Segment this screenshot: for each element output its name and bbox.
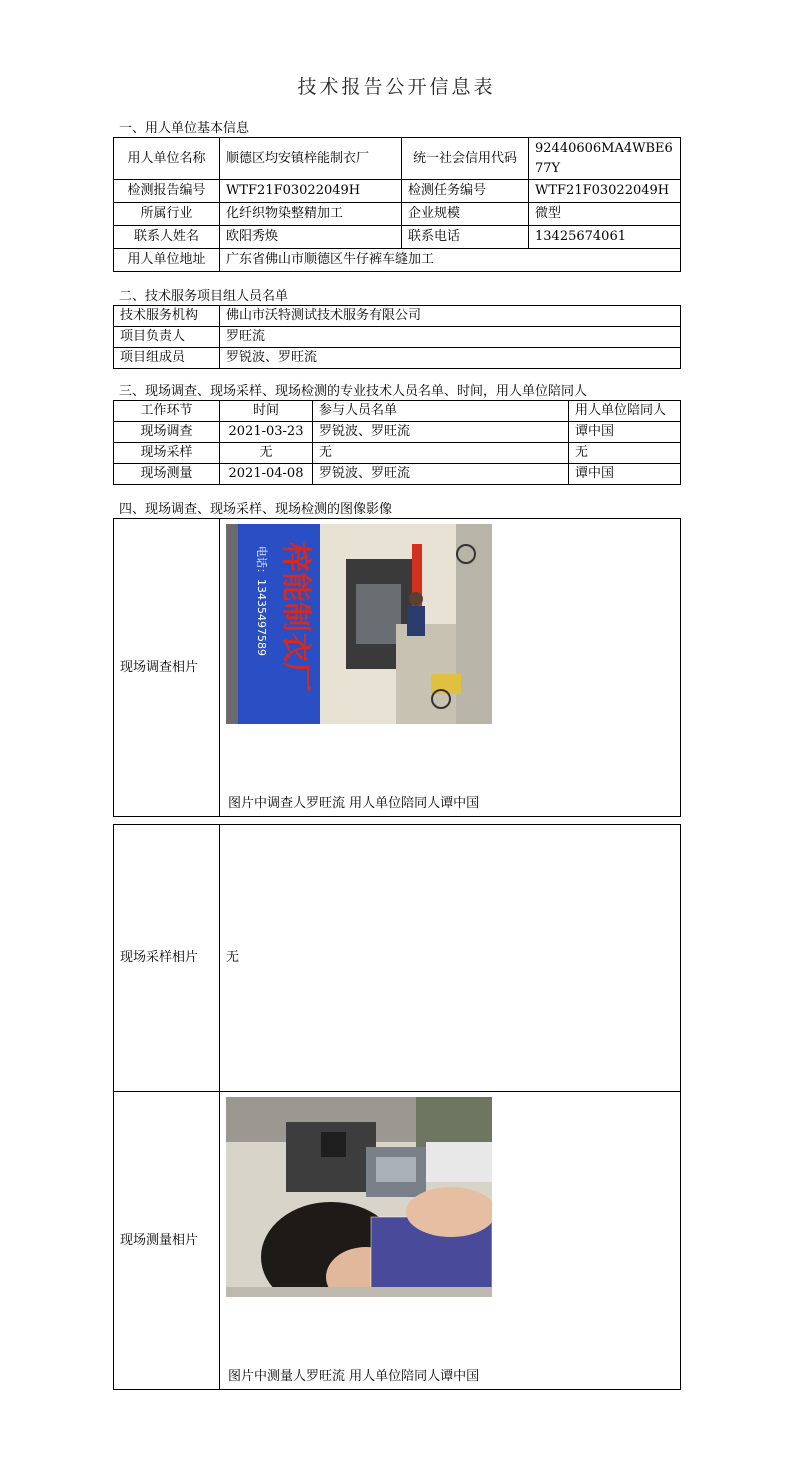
value-contact-name: 欧阳秀焕: [220, 226, 402, 249]
label-address: 用人单位地址: [114, 249, 220, 272]
measure-photo: [226, 1097, 492, 1297]
table-row: [114, 180, 681, 203]
table-row: [114, 203, 681, 226]
table-row: [114, 306, 681, 327]
table-row: [114, 138, 681, 180]
section4-heading: 四、现场调查、现场采样、现场检测的图像影像: [119, 502, 393, 517]
measure-caption: 图片中测量人罗旺流 用人单位陪同人谭中国: [228, 1369, 480, 1384]
table-row: [114, 249, 681, 272]
cell-stage: 现场测量: [114, 464, 220, 485]
label-service-org: 技术服务机构: [114, 306, 220, 327]
header-staff: 参与人员名单: [313, 401, 569, 422]
cell-staff: 罗锐波、罗旺流: [313, 464, 569, 485]
field-staff-table: [113, 400, 681, 485]
value-contact-phone: 13425674061: [529, 226, 681, 249]
table-row: [114, 226, 681, 249]
value-industry: 化纤织物染整精加工: [220, 203, 402, 226]
survey-caption: 图片中调查人罗旺流 用人单位陪同人谭中国: [228, 796, 480, 811]
table-row: [114, 464, 681, 485]
survey-photo-table: [113, 518, 681, 817]
team-table: [113, 305, 681, 369]
value-task-no: WTF21F03022049H: [529, 180, 681, 203]
label-project-members: 项目组成员: [114, 348, 220, 369]
measure-photo-cell: [220, 1092, 681, 1390]
label-report-no: 检测报告编号: [114, 180, 220, 203]
cell-escort: 无: [569, 443, 681, 464]
survey-photo-cell: [220, 519, 681, 817]
header-escort: 用人单位陪同人: [569, 401, 681, 422]
label-contact-phone: 联系电话: [402, 226, 529, 249]
table-row: [114, 443, 681, 464]
label-contact-name: 联系人姓名: [114, 226, 220, 249]
value-project-members: 罗锐波、罗旺流: [220, 348, 681, 369]
label-task-no: 检测任务编号: [402, 180, 529, 203]
basic-info-table: [113, 137, 681, 272]
cell-escort: 谭中国: [569, 464, 681, 485]
value-address: 广东省佛山市顺德区牛仔裤车缝加工: [220, 249, 681, 272]
page-title: 技术报告公开信息表: [297, 76, 496, 98]
value-sampling-photo: 无: [220, 825, 681, 1092]
survey-photo: [226, 524, 492, 724]
label-industry: 所属行业: [114, 203, 220, 226]
sign-text: 梓能制衣厂: [278, 542, 313, 692]
value-company-name: 顺德区均安镇梓能制衣厂: [220, 138, 402, 180]
table-row: [114, 519, 681, 817]
section1-heading: 一、用人单位基本信息: [119, 121, 250, 136]
label-sampling-photo: 现场采样相片: [114, 825, 220, 1092]
value-credit-code: 92440606MA4WBE677Y: [529, 138, 681, 180]
cell-time: 2021-03-23: [220, 422, 313, 443]
table-row: [114, 825, 681, 1092]
value-scale: 微型: [529, 203, 681, 226]
label-scale: 企业规模: [402, 203, 529, 226]
sign-phone-text: 电话：13435497589: [255, 546, 268, 656]
cell-staff: 罗锐波、罗旺流: [313, 422, 569, 443]
table-row: [114, 422, 681, 443]
header-time: 时间: [220, 401, 313, 422]
cell-stage: 现场采样: [114, 443, 220, 464]
value-project-lead: 罗旺流: [220, 327, 681, 348]
cell-escort: 谭中国: [569, 422, 681, 443]
label-company-name: 用人单位名称: [114, 138, 220, 180]
label-credit-code: 统一社会信用代码: [402, 138, 529, 180]
section3-heading: 三、现场调查、现场采样、现场检测的专业技术人员名单、时间，用人单位陪同人: [119, 384, 588, 399]
table-row: [114, 327, 681, 348]
label-measure-photo: 现场测量相片: [114, 1092, 220, 1390]
cell-stage: 现场调查: [114, 422, 220, 443]
cell-time: 2021-04-08: [220, 464, 313, 485]
label-project-lead: 项目负责人: [114, 327, 220, 348]
sampling-photo-table: [113, 824, 681, 1390]
section2-heading: 二、技术服务项目组人员名单: [119, 289, 289, 304]
cell-time: 无: [220, 443, 313, 464]
header-stage: 工作环节: [114, 401, 220, 422]
table-header-row: [114, 401, 681, 422]
label-survey-photo: 现场调查相片: [114, 519, 220, 817]
cell-staff: 无: [313, 443, 569, 464]
table-row: [114, 1092, 681, 1390]
value-service-org: 佛山市沃特测试技术服务有限公司: [220, 306, 681, 327]
value-report-no: WTF21F03022049H: [220, 180, 402, 203]
table-row: [114, 348, 681, 369]
